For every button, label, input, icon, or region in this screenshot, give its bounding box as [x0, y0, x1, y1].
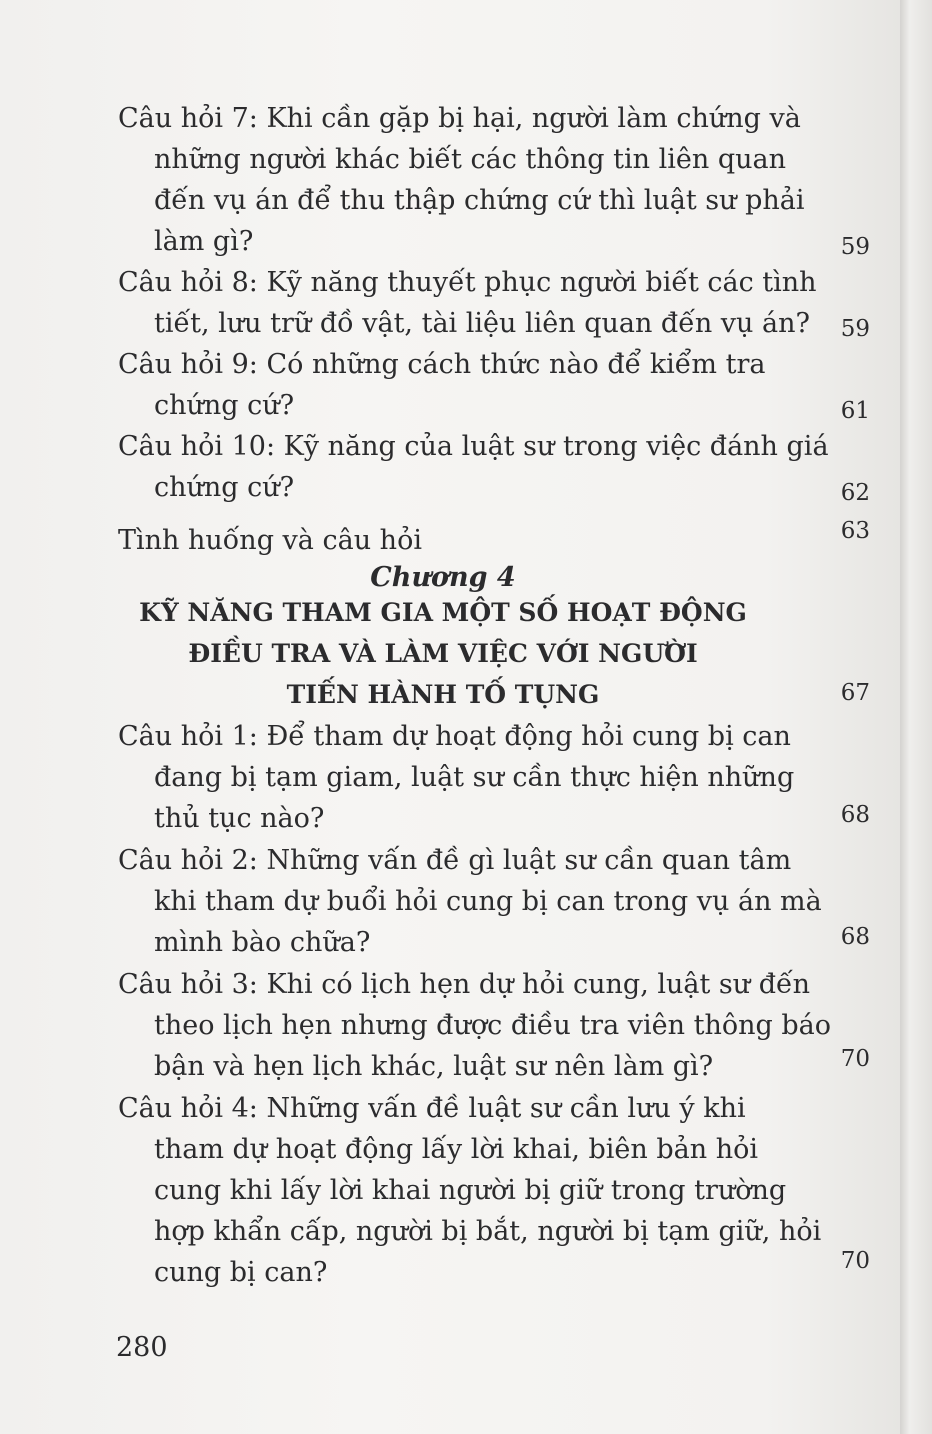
chapter-title-line: KỸ NĂNG THAM GIA MỘT SỐ HOẠT ĐỘNG — [139, 598, 747, 627]
entry-line: Câu hỏi 10: Kỹ năng của luật sư trong việc đánh giá — [118, 431, 829, 462]
toc-entry-q9 — [118, 344, 768, 426]
entry-line: Câu hỏi 1: Để tham dự hoạt động hỏi cung bị can — [118, 721, 791, 752]
entry-line: đang bị tạm giam, luật sư cần thực hiện những — [154, 762, 795, 793]
entry-line: Câu hỏi 8: Kỹ năng thuyết phục người biết các tình — [118, 267, 817, 298]
toc-page-number: 68 — [840, 924, 870, 950]
entry-line: Câu hỏi 3: Khi có lịch hẹn dự hỏi cung, luật sư đến — [118, 969, 811, 1000]
chapter-label: Chương 4 — [370, 562, 516, 593]
entry-line: đến vụ án để thu thập chứng cứ thì luật sư phải — [154, 185, 805, 216]
entry-line: Câu hỏi 7: Khi cần gặp bị hại, người làm chứng và — [118, 103, 801, 134]
entry-line: những người khác biết các thông tin liên quan — [154, 144, 786, 175]
entry-line: mình bào chữa? — [154, 927, 371, 958]
toc-page-number: 62 — [840, 480, 870, 506]
entry-line: chứng cứ? — [154, 390, 295, 421]
toc-entry-q10 — [118, 426, 829, 508]
entry-line: Tình huống và câu hỏi — [118, 525, 422, 556]
entry-line: theo lịch hẹn nhưng được điều tra viên thông báo — [154, 1010, 831, 1041]
page-edge — [900, 0, 932, 1434]
toc-page-number: 67 — [840, 680, 870, 706]
toc-entry-q7 — [118, 98, 805, 262]
entry-line: bận và hẹn lịch khác, luật sư nên làm gì? — [154, 1051, 714, 1082]
toc-page-number: 70 — [840, 1046, 870, 1072]
page-folio: 280 — [116, 1332, 168, 1363]
entry-line: khi tham dự buổi hỏi cung bị can trong vụ án mà — [154, 886, 822, 917]
entry-line: Câu hỏi 9: Có những cách thức nào để kiểm tra — [118, 349, 766, 380]
entry-line: thủ tục nào? — [154, 803, 325, 834]
toc-entry-q1 — [118, 716, 795, 839]
chapter-title-line: ĐIỀU TRA VÀ LÀM VIỆC VỚI NGƯỜI — [188, 639, 698, 668]
entry-line: hợp khẩn cấp, người bị bắt, người bị tạm giữ, hỏi — [154, 1216, 822, 1247]
toc-page-number: 61 — [840, 398, 870, 424]
chapter-title-line: TIẾN HÀNH TỐ TỤNG — [286, 680, 600, 709]
entry-line: Câu hỏi 4: Những vấn đề luật sư cần lưu ý khi — [118, 1093, 746, 1124]
entry-line: cung bị can? — [154, 1257, 328, 1288]
toc-page-number: 68 — [840, 802, 870, 828]
toc-entry-q2 — [118, 840, 822, 963]
toc-page-number: 63 — [840, 518, 870, 544]
toc-page-number: 59 — [840, 234, 870, 260]
entry-line: Câu hỏi 2: Những vấn đề gì luật sư cần quan tâm — [118, 845, 792, 876]
entry-line: cung khi lấy lời khai người bị giữ trong trường — [154, 1175, 787, 1206]
toc-entry-q4 — [118, 1088, 822, 1293]
toc-page-number: 59 — [840, 316, 870, 342]
chapter-title — [118, 592, 768, 715]
toc-entry-q3 — [118, 964, 831, 1087]
entry-line: làm gì? — [154, 226, 254, 257]
entry-line: chứng cứ? — [154, 472, 295, 503]
toc-page-number: 70 — [840, 1248, 870, 1274]
toc-entry-q8 — [118, 262, 817, 344]
toc-entry-case-study — [118, 520, 768, 561]
entry-line: tham dự hoạt động lấy lời khai, biên bản hỏi — [154, 1134, 759, 1165]
entry-line: tiết, lưu trữ đồ vật, tài liệu liên quan đến vụ án? — [154, 308, 810, 339]
